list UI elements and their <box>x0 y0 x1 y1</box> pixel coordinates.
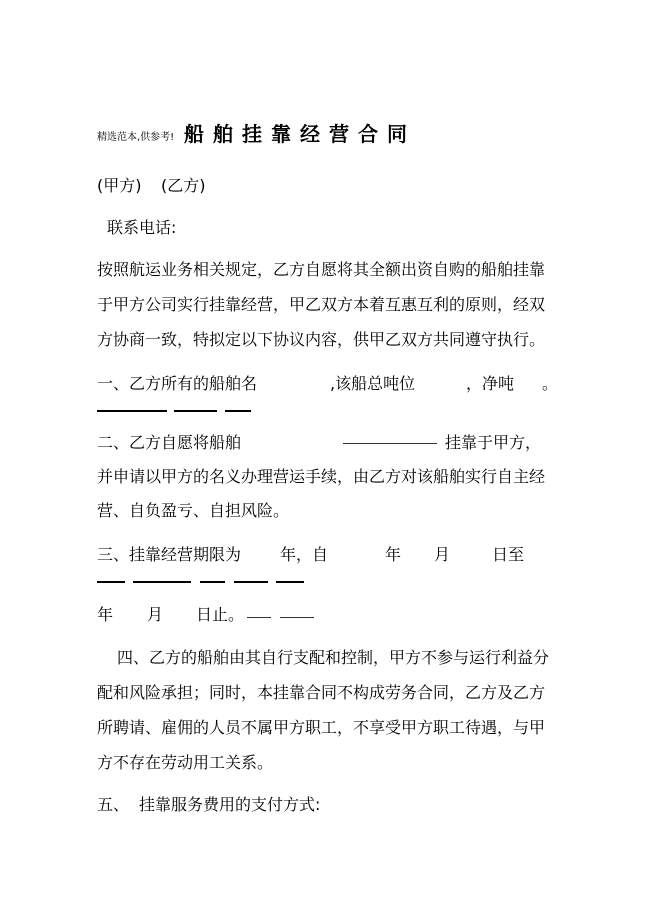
gross-tonnage-blank <box>174 410 217 412</box>
clause-3-text: 日止。 <box>196 605 245 624</box>
intro-line: 按照航运业务相关规定，乙方自愿将其全额出资自购的船舶挂靠 <box>97 260 546 279</box>
end-month-blank <box>247 617 271 618</box>
clause-3-text: 月 <box>147 605 164 624</box>
clause-1-tonnage-label: ,该船总吨位 <box>330 374 416 393</box>
net-tonnage-blank <box>225 410 251 412</box>
start-day-blank <box>234 581 268 583</box>
clause-3-text: 月 <box>434 545 451 564</box>
clause-3-text: 日至 <box>492 545 525 564</box>
clause-2-line: 营、自负盈亏、自担风险。 <box>97 501 290 520</box>
term-years-blank <box>97 581 125 583</box>
ship-blank <box>343 443 437 444</box>
clause-1-net-label: ，净吨 <box>466 374 515 393</box>
clause-2-text: 挂靠于甲方， <box>445 433 542 452</box>
contact-phone-label: 联系电话: <box>107 218 177 237</box>
end-year-blank <box>276 581 304 583</box>
party-a-label: (甲方) <box>97 176 142 195</box>
clause-1-text: 一、乙方所有的船舶名 <box>97 374 258 393</box>
start-month-blank <box>200 581 225 583</box>
end-day-blank <box>280 617 314 618</box>
clause-3-text: 年，自 <box>280 545 329 564</box>
page-title: 船舶挂靠经营合同 <box>184 122 416 146</box>
clause-5-text: 挂靠服务费用的支付方式: <box>139 795 321 814</box>
clause-5-number: 五、 <box>97 795 130 814</box>
start-year-blank <box>133 581 191 583</box>
clause-3-text: 年 <box>385 545 402 564</box>
clause-3-text: 三、挂靠经营期限为 <box>97 545 242 564</box>
ship-name-blank <box>97 410 167 412</box>
clause-2-line: 并申请以甲方的名义办理营运手续，由乙方对该船舶实行自主经 <box>97 467 546 486</box>
intro-line: 方协商一致，特拟定以下协议内容，供甲乙双方共同遵守执行。 <box>97 330 546 349</box>
intro-line: 于甲方公司实行挂靠经营，甲乙双方本着互惠互利的原则，经双 <box>97 295 546 314</box>
clause-1-end: 。 <box>542 374 559 393</box>
clause-2-text: 二、乙方自愿将船舶 <box>97 433 242 452</box>
clause-3-text: 年 <box>97 605 114 624</box>
clause-4-line: 所聘请、雇佣的人员不属甲方职工，不享受甲方职工待遇，与甲 <box>97 718 546 737</box>
clause-4-line: 配和风险承担；同时，本挂靠合同不构成劳务合同，乙方及乙方 <box>97 683 546 702</box>
header-note: 精选范本,供参考! <box>97 132 175 143</box>
party-b-label: (乙方) <box>161 176 206 195</box>
clause-4-line: 方不存在劳动用工关系。 <box>97 753 274 772</box>
clause-4-line: 四、乙方的船舶由其自行支配和控制，甲方不参与运行利益分 <box>117 648 550 667</box>
